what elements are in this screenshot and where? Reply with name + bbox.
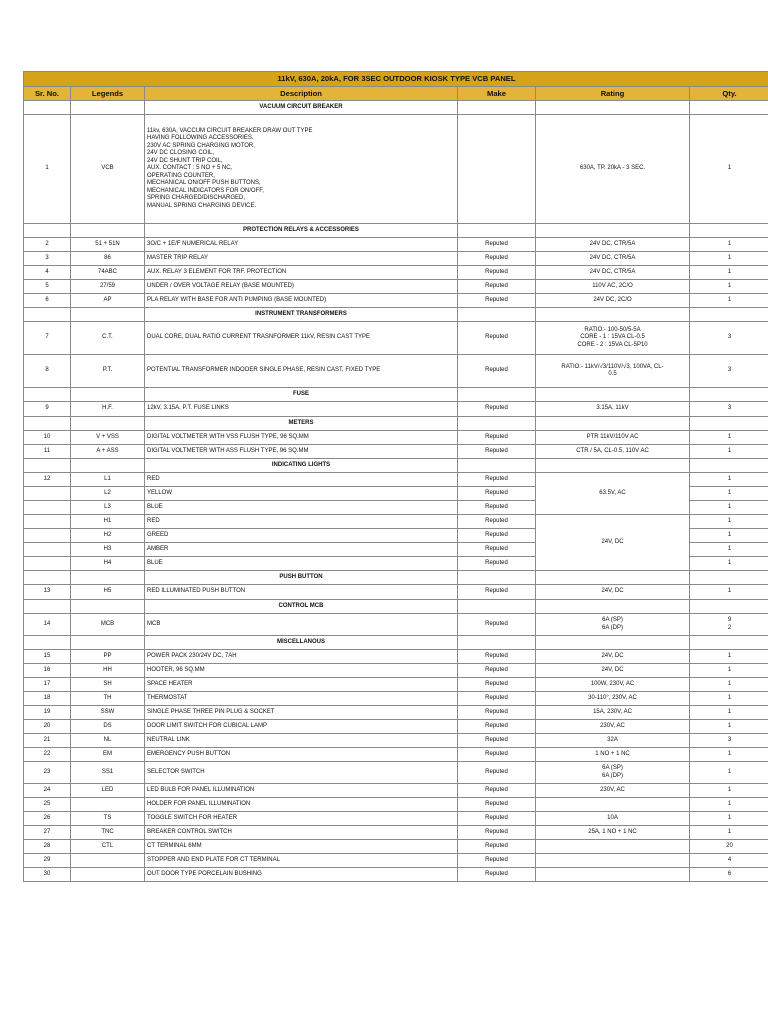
make: Reputed: [458, 322, 536, 355]
description: GREED: [145, 529, 458, 543]
section-row: [24, 571, 768, 585]
legend: H1: [71, 515, 145, 529]
sr-no: 25: [24, 798, 71, 812]
qty: 1: [690, 748, 768, 762]
sr-no: 15: [24, 650, 71, 664]
description: MASTER TRIP RELAY: [145, 252, 458, 266]
legend: H.F.: [71, 402, 145, 417]
make: Reputed: [458, 431, 536, 445]
section-row: [24, 101, 768, 115]
table-row: [24, 826, 768, 840]
legend: PP: [71, 650, 145, 664]
qty: 1: [690, 515, 768, 529]
description: 12kV, 3.15A, P.T. FUSE LINKS: [145, 402, 458, 417]
qty: 1: [690, 487, 768, 501]
sr-no: 24: [24, 784, 71, 798]
section-title: PROTECTION RELAYS & ACCESSORIES: [145, 224, 458, 238]
legend: [71, 798, 145, 812]
make: Reputed: [458, 826, 536, 840]
col-header-legends: Legends: [71, 87, 145, 101]
description: POWER PACK 230/24V DC, 7AH: [145, 650, 458, 664]
legend: SH: [71, 678, 145, 692]
qty: 1: [690, 784, 768, 798]
rating: 24V DC, CTR/5A: [536, 266, 690, 280]
sr-no: 10: [24, 431, 71, 445]
description: 11kv, 630A, VACCUM CIRCUIT BREAKER DRAW OUT TYPE HAVING FOLLOWING ACCESSORIES. 230V AC SPRING CHARGING MOTOR, 24V DC CLOSING COIL, 24V DC SHUNT TRIP COIL, AUX. CONTACT : 5 NO + 5 NC, OPERATING COUNTER, MECHANICAL ON/OFF PUSH BUTTONS, MECHANICAL INDICATORS FOR ON/OFF, SPRING CHARGED/DISCHARGED, MANUAL SPRING CHARGING DEVICE.: [145, 115, 458, 224]
sr-no: 1: [24, 115, 71, 224]
make: Reputed: [458, 280, 536, 294]
qty: 1: [690, 706, 768, 720]
rating: 32A: [536, 734, 690, 748]
rating: CTR / 5A, CL-0.5, 110V AC: [536, 445, 690, 459]
legend: HH: [71, 664, 145, 678]
table-row: [24, 734, 768, 748]
table-row: [24, 252, 768, 266]
sr-no: 4: [24, 266, 71, 280]
qty: 1: [690, 266, 768, 280]
make: Reputed: [458, 543, 536, 557]
description: EMERGENCY PUSH BUTTON: [145, 748, 458, 762]
sr-no: 30: [24, 868, 71, 882]
section-title: INSTRUMENT TRANSFORMERS: [145, 308, 458, 322]
qty: 3: [690, 734, 768, 748]
rating: [536, 854, 690, 868]
make: Reputed: [458, 266, 536, 280]
rating: [536, 868, 690, 882]
table-row: [24, 280, 768, 294]
table-row: [24, 585, 768, 600]
sr-no: 6: [24, 294, 71, 308]
description: AMBER: [145, 543, 458, 557]
table-row: [24, 706, 768, 720]
qty: 1: [690, 252, 768, 266]
qty: 4: [690, 854, 768, 868]
description: RED: [145, 473, 458, 487]
make: Reputed: [458, 734, 536, 748]
legend: 27/59: [71, 280, 145, 294]
section-title: PUSH BUTTON: [145, 571, 458, 585]
sr-no: 3: [24, 252, 71, 266]
rating: 6A (SP) 6A (DP): [536, 614, 690, 636]
legend: TNC: [71, 826, 145, 840]
qty: 1: [690, 238, 768, 252]
make: Reputed: [458, 840, 536, 854]
section-row: [24, 600, 768, 614]
col-header-qty: Qty.: [690, 87, 768, 101]
qty: 1: [690, 762, 768, 784]
qty: 20: [690, 840, 768, 854]
section-row: [24, 459, 768, 473]
legend: DS: [71, 720, 145, 734]
legend: EM: [71, 748, 145, 762]
make: Reputed: [458, 402, 536, 417]
section-title: FUSE: [145, 388, 458, 402]
rating: 24V DC, CTR/5A: [536, 238, 690, 252]
legend: LED: [71, 784, 145, 798]
make: Reputed: [458, 445, 536, 459]
qty: 1: [690, 501, 768, 515]
sr-no: 17: [24, 678, 71, 692]
make: Reputed: [458, 529, 536, 543]
description: NEUTRAL LINK: [145, 734, 458, 748]
sr-no: 26: [24, 812, 71, 826]
rating: 24V DC, 2C/O: [536, 294, 690, 308]
rating: 24V, DC: [536, 585, 690, 600]
make: Reputed: [458, 515, 536, 529]
table-row: [24, 664, 768, 678]
sr-no: 16: [24, 664, 71, 678]
sr-no: 2: [24, 238, 71, 252]
legend: V + VSS: [71, 431, 145, 445]
legend: H4: [71, 557, 145, 571]
qty: 1: [690, 280, 768, 294]
header-row: [24, 87, 768, 101]
col-header-make: Make: [458, 87, 536, 101]
make: Reputed: [458, 854, 536, 868]
rating: 110V AC, 2C/O: [536, 280, 690, 294]
legend: H5: [71, 585, 145, 600]
description: 3O/C + 1E/F NUMERICAL RELAY: [145, 238, 458, 252]
section-title: METERS: [145, 417, 458, 431]
title-row: [24, 72, 768, 87]
description: BLUE: [145, 501, 458, 515]
sr-no: 9: [24, 402, 71, 417]
section-row: [24, 224, 768, 238]
rating: 230V, AC: [536, 784, 690, 798]
make: [458, 115, 536, 224]
make: Reputed: [458, 812, 536, 826]
legend: 86: [71, 252, 145, 266]
make: Reputed: [458, 748, 536, 762]
table-row: [24, 854, 768, 868]
make: Reputed: [458, 798, 536, 812]
col-header-rating: Rating: [536, 87, 690, 101]
legend: H2: [71, 529, 145, 543]
legend: [71, 854, 145, 868]
legend: CTL: [71, 840, 145, 854]
rating: RATIO:- 11kV/√3/110V/√3, 100VA, CL- 0.5: [536, 355, 690, 388]
table-row: [24, 266, 768, 280]
legend: NL: [71, 734, 145, 748]
description: HOLDER FOR PANEL ILLUMINATION: [145, 798, 458, 812]
description: POTENTIAL TRANSFORMER INDOOER SINGLE PHASE, RESIN CAST, FIXED TYPE: [145, 355, 458, 388]
section-title: VACUUM CIRCUIT BREAKER: [145, 101, 458, 115]
rating: PTR 11kV/110V AC: [536, 431, 690, 445]
rating: 30-110°, 230V, AC: [536, 692, 690, 706]
qty: 1: [690, 650, 768, 664]
make: Reputed: [458, 501, 536, 515]
table-row: [24, 784, 768, 798]
qty: 3: [690, 322, 768, 355]
qty: 1: [690, 543, 768, 557]
table-row: [24, 650, 768, 664]
make: Reputed: [458, 650, 536, 664]
rating: 6A (SP) 6A (DP): [536, 762, 690, 784]
qty: 1: [690, 585, 768, 600]
section-title: CONTROL MCB: [145, 600, 458, 614]
section-row: [24, 417, 768, 431]
qty: 1: [690, 678, 768, 692]
description: TOGGLE SWITCH FOR HEATER: [145, 812, 458, 826]
rating: 630A, TP, 20kA - 3 SEC.: [536, 115, 690, 224]
sr-no: 20: [24, 720, 71, 734]
legend: A + ASS: [71, 445, 145, 459]
sr-no: 13: [24, 585, 71, 600]
section-title: INDICATING LIGHTS: [145, 459, 458, 473]
col-header-sr: Sr. No.: [24, 87, 71, 101]
description: SELECTOR SWITCH: [145, 762, 458, 784]
rating: [536, 798, 690, 812]
table-row: [24, 445, 768, 459]
qty: 3: [690, 355, 768, 388]
description: BREAKER CONTROL SWITCH: [145, 826, 458, 840]
sr-no: 23: [24, 762, 71, 784]
qty: 9 2: [690, 614, 768, 636]
sr-no: 12: [24, 473, 71, 487]
table-row: [24, 762, 768, 784]
table-row: [24, 692, 768, 706]
legend: L1: [71, 473, 145, 487]
sr-no: 29: [24, 854, 71, 868]
make: Reputed: [458, 784, 536, 798]
qty: 1: [690, 557, 768, 571]
rating: 100W, 230V, AC: [536, 678, 690, 692]
legend: P.T.: [71, 355, 145, 388]
qty: 1: [690, 720, 768, 734]
section-title: MISCELLANOUS: [145, 636, 458, 650]
description: LED BULB FOR PANEL ILLUMINATION: [145, 784, 458, 798]
sr-no: 22: [24, 748, 71, 762]
make: Reputed: [458, 720, 536, 734]
legend: L3: [71, 501, 145, 515]
rating: 25A, 1 NO + 1 NC: [536, 826, 690, 840]
description: THERMOSTAT: [145, 692, 458, 706]
qty: 1: [690, 473, 768, 487]
description: STOPPER AND END PLATE FOR CT TERMINAL: [145, 854, 458, 868]
make: Reputed: [458, 487, 536, 501]
table-row: [24, 614, 768, 636]
qty: 3: [690, 402, 768, 417]
rating: 24V, DC: [536, 664, 690, 678]
make: Reputed: [458, 252, 536, 266]
col-header-description: Description: [145, 87, 458, 101]
sr-no: 21: [24, 734, 71, 748]
table-row: [24, 473, 768, 487]
table-row: [24, 431, 768, 445]
sr-no: 19: [24, 706, 71, 720]
qty: 1: [690, 115, 768, 224]
rating: 10A: [536, 812, 690, 826]
make: Reputed: [458, 355, 536, 388]
sr-no: 11: [24, 445, 71, 459]
table-row: [24, 238, 768, 252]
qty: 1: [690, 812, 768, 826]
table-row: [24, 402, 768, 417]
description: YELLOW: [145, 487, 458, 501]
make: Reputed: [458, 557, 536, 571]
table-row: [24, 720, 768, 734]
description: MCB: [145, 614, 458, 636]
rating: 230V, AC: [536, 720, 690, 734]
qty: 1: [690, 445, 768, 459]
panel-title: 11kV, 630A, 20kA, FOR 3SEC OUTDOOR KIOSK TYPE VCB PANEL: [24, 72, 768, 87]
rating: RATIO:- 100-50/5-5A CORE - 1 : 15VA CL-0.5 CORE - 2 : 15VA CL-5P10: [536, 322, 690, 355]
legend: [71, 868, 145, 882]
qty: 1: [690, 431, 768, 445]
sr-no: 8: [24, 355, 71, 388]
section-row: [24, 388, 768, 402]
rating: 15A, 230V, AC: [536, 706, 690, 720]
qty: 1: [690, 826, 768, 840]
make: Reputed: [458, 868, 536, 882]
make: Reputed: [458, 678, 536, 692]
sr-no: 7: [24, 322, 71, 355]
make: Reputed: [458, 238, 536, 252]
make: Reputed: [458, 473, 536, 487]
make: Reputed: [458, 664, 536, 678]
qty: 1: [690, 692, 768, 706]
legend: SSW: [71, 706, 145, 720]
legend: MCB: [71, 614, 145, 636]
legend: 51 + 51N: [71, 238, 145, 252]
description: SINGLE PHASE THREE PIN PLUG & SOCKET: [145, 706, 458, 720]
description: DIGITAL VOLTMETER WITH ASS FLUSH TYPE, 96 SQ.MM: [145, 445, 458, 459]
description: UNDER / OVER VOLTAGE RELAY (BASE MOUNTED): [145, 280, 458, 294]
section-row: [24, 636, 768, 650]
rating: 63.5V, AC: [536, 473, 690, 515]
legend: 74ABC: [71, 266, 145, 280]
legend: VCB: [71, 115, 145, 224]
qty: 1: [690, 664, 768, 678]
qty: 1: [690, 529, 768, 543]
table-row: [24, 355, 768, 388]
bill-of-materials-table: [23, 71, 768, 882]
legend: C.T.: [71, 322, 145, 355]
make: Reputed: [458, 294, 536, 308]
table-row: [24, 748, 768, 762]
description: DUAL CORE, DUAL RATIO CURRENT TRASNFORMER 11kV, RESIN CAST TYPE: [145, 322, 458, 355]
sr-no: 28: [24, 840, 71, 854]
make: Reputed: [458, 614, 536, 636]
description: AUX. RELAY 3 ELEMENT FOR TRF. PROTECTION: [145, 266, 458, 280]
qty: 6: [690, 868, 768, 882]
description: CT TERMINAL 6MM: [145, 840, 458, 854]
description: RED ILLUMINATED PUSH BUTTON: [145, 585, 458, 600]
make: Reputed: [458, 585, 536, 600]
sr-no: 27: [24, 826, 71, 840]
make: Reputed: [458, 706, 536, 720]
table-row: [24, 294, 768, 308]
rating: 1 NO + 1 NC: [536, 748, 690, 762]
description: PLA RELAY WITH BASE FOR ANTI PUMPING (BASE MOUNTED): [145, 294, 458, 308]
description: OUT DOOR TYPE PORCELAIN BUSHING: [145, 868, 458, 882]
table-row: [24, 678, 768, 692]
rating: 24V DC, CTR/5A: [536, 252, 690, 266]
description: RED: [145, 515, 458, 529]
legend: H3: [71, 543, 145, 557]
sr-no: 14: [24, 614, 71, 636]
rating: [536, 840, 690, 854]
rating: 3.15A, 11kV: [536, 402, 690, 417]
description: SPACE HEATER: [145, 678, 458, 692]
qty: 1: [690, 798, 768, 812]
rating: 24V, DC: [536, 650, 690, 664]
table-row: [24, 840, 768, 854]
description: DOOR LIMIT SWITCH FOR CUBICAL LAMP: [145, 720, 458, 734]
table-row: [24, 868, 768, 882]
make: Reputed: [458, 692, 536, 706]
make: Reputed: [458, 762, 536, 784]
legend: AP: [71, 294, 145, 308]
legend: SS1: [71, 762, 145, 784]
legend: TH: [71, 692, 145, 706]
qty: 1: [690, 294, 768, 308]
sr-no: 18: [24, 692, 71, 706]
description: DIGITAL VOLTMETER WITH VSS FLUSH TYPE, 96 SQ.MM: [145, 431, 458, 445]
table-row: [24, 812, 768, 826]
description: HOOTER, 96 SQ.MM: [145, 664, 458, 678]
description: BLUE: [145, 557, 458, 571]
section-row: [24, 308, 768, 322]
rating: 24V, DC: [536, 515, 690, 571]
legend: TS: [71, 812, 145, 826]
table-row: [24, 322, 768, 355]
table-row: [24, 115, 768, 224]
table-row: [24, 515, 768, 529]
sr-no: 5: [24, 280, 71, 294]
table-row: [24, 798, 768, 812]
legend: L2: [71, 487, 145, 501]
